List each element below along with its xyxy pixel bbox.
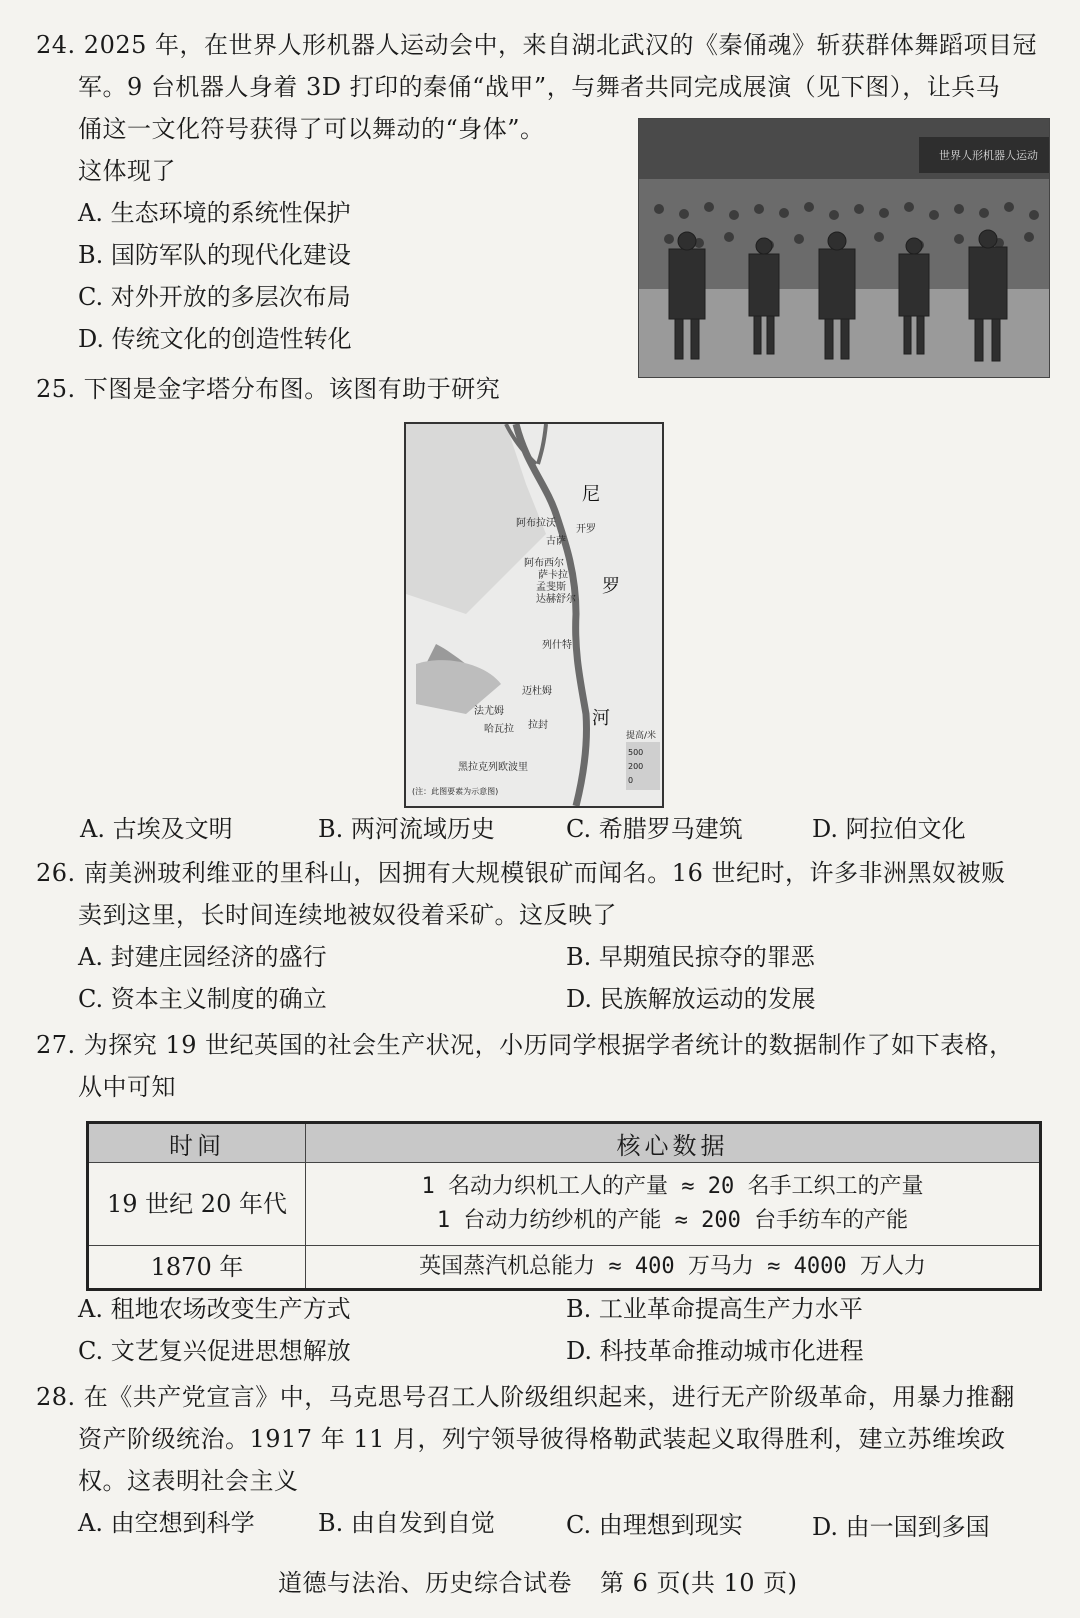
map-legend-title: 提高/米	[626, 731, 657, 741]
q26-option-a: A. 封建庄园经济的盛行	[78, 943, 327, 971]
q28-option-c: C. 由理想到现实	[566, 1511, 743, 1539]
map-place: 达赫舒尔	[536, 594, 576, 605]
map-place: 孟斐斯	[536, 582, 566, 593]
q28-option-a: A. 由空想到科学	[78, 1509, 255, 1537]
footer-page-number: 第 6 页(共 10 页)	[600, 1569, 798, 1597]
map-river-char-3: 河	[592, 708, 610, 729]
q27-stem-line2: 从中可知	[78, 1073, 176, 1101]
q24-stem-line4: 这体现了	[78, 157, 176, 185]
q24-stem-line2: 军。9 台机器人身着 3D 打印的秦俑“战甲”，与舞者共同完成展演（见下图），让兵马	[78, 73, 1001, 101]
q27-option-b: B. 工业革命提高生产力水平	[566, 1295, 863, 1323]
map-place: 哈瓦拉	[484, 724, 514, 735]
q25-stem: 25. 下图是金字塔分布图。该图有助于研究	[36, 375, 501, 403]
q27-stem-line1: 27. 为探究 19 世纪英国的社会生产状况，小历同学根据学者统计的数据制作了如下表格，	[36, 1031, 1014, 1059]
table-row	[88, 1246, 1041, 1290]
q25-option-b: B. 两河流域历史	[318, 815, 495, 843]
map-place: 阿布拉沃	[516, 518, 556, 529]
map-legend-value: 0	[628, 776, 634, 785]
map-place: 黑拉克列欧波里	[458, 762, 528, 773]
table-cell-data-line: 1 名动力织机工人的产量 ≈ 20 名手工织工的产量	[421, 1174, 924, 1199]
robot-performance-photo	[638, 118, 1050, 378]
map-river-char-2: 罗	[602, 576, 620, 597]
table-row	[88, 1163, 1041, 1246]
pyramid-distribution-map	[404, 422, 664, 808]
q27-option-a: A. 租地农场改变生产方式	[78, 1295, 351, 1323]
q28-stem-line3: 权。这表明社会主义	[78, 1467, 299, 1495]
q24-option-d: D. 传统文化的创造性转化	[78, 325, 352, 353]
q26-option-c: C. 资本主义制度的确立	[78, 985, 327, 1013]
q26-stem-line2: 卖到这里，长时间连续地被奴役着采矿。这反映了	[78, 901, 617, 929]
q28-option-b: B. 由自发到自觉	[318, 1509, 495, 1537]
production-data-table	[86, 1121, 1042, 1291]
map-legend-value: 200	[628, 762, 644, 771]
map-place: 古萨	[546, 536, 566, 547]
map-place: 迈杜姆	[522, 686, 552, 697]
map-legend-value: 500	[628, 748, 644, 757]
q28-option-d: D. 由一国到多国	[812, 1513, 990, 1541]
q27-option-c: C. 文艺复兴促进思想解放	[78, 1337, 351, 1365]
footer-title: 道德与法治、历史综合试卷	[278, 1569, 572, 1597]
map-place: 法尤姆	[474, 706, 504, 717]
q25-option-d: D. 阿拉伯文化	[812, 815, 966, 843]
q25-option-a: A. 古埃及文明	[80, 815, 233, 843]
map-place: 阿布西尔	[524, 558, 564, 569]
table-cell-time: 1870 年	[88, 1246, 306, 1290]
map-place: 开罗	[576, 524, 596, 535]
table-cell-data-line: 1 台动力纺纱机的产能 ≈ 200 台手纺车的产能	[436, 1208, 909, 1233]
q26-option-b: B. 早期殖民掠夺的罪恶	[566, 943, 815, 971]
table-cell-data	[306, 1163, 1041, 1246]
q24-stem-line3: 俑这一文化符号获得了可以舞动的“身体”。	[78, 115, 545, 143]
table-cell-time: 19 世纪 20 年代	[88, 1163, 306, 1246]
table-cell-data: 英国蒸汽机总能力 ≈ 400 万马力 ≈ 4000 万人力	[306, 1246, 1041, 1290]
map-place: 萨卡拉	[538, 570, 568, 581]
photo-banner-text: 世界人形机器人运动	[939, 149, 1038, 162]
q26-option-d: D. 民族解放运动的发展	[566, 985, 816, 1013]
q28-stem-line2: 资产阶级统治。1917 年 11 月，列宁领导彼得格勒武装起义取得胜利，建立苏维埃政	[78, 1425, 1006, 1453]
q24-option-b: B. 国防军队的现代化建设	[78, 241, 351, 269]
q24-option-c: C. 对外开放的多层次布局	[78, 283, 351, 311]
q24-option-a: A. 生态环境的系统性保护	[78, 199, 351, 227]
map-river-char-1: 尼	[582, 484, 600, 505]
q24-stem-line1: 24. 2025 年，在世界人形机器人运动会中，来自湖北武汉的《秦俑魂》斩获群体舞蹈项目冠	[36, 31, 1038, 59]
map-place: 列什特	[542, 640, 572, 651]
q25-option-c: C. 希腊罗马建筑	[566, 815, 743, 843]
map-note: (注：此图要素为示意图)	[412, 787, 499, 796]
q27-option-d: D. 科技革命推动城市化进程	[566, 1337, 864, 1365]
table-header-time: 时间	[88, 1123, 306, 1163]
map-place: 拉封	[528, 720, 548, 731]
table-header-data: 核心数据	[306, 1123, 1041, 1163]
q26-stem-line1: 26. 南美洲玻利维亚的里科山，因拥有大规模银矿而闻名。16 世纪时，许多非洲黑奴被贩	[36, 859, 1006, 887]
q28-stem-line1: 28. 在《共产党宣言》中，马克思号召工人阶级组织起来，进行无产阶级革命，用暴力推翻	[36, 1383, 1015, 1411]
table-header-row	[88, 1123, 1041, 1163]
